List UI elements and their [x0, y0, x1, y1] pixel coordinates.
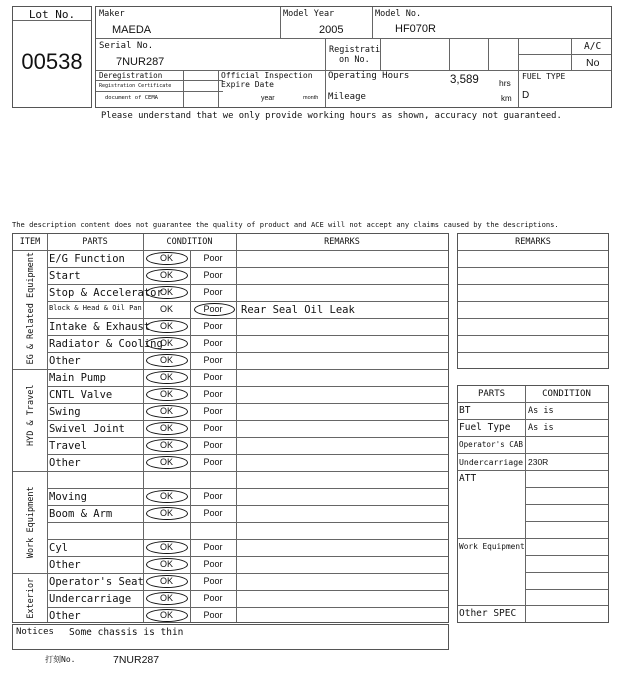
part-name: Travel	[49, 440, 87, 452]
table-row	[13, 335, 448, 352]
ok-selected-circle	[146, 252, 188, 265]
notices-text: Some chassis is thin	[69, 627, 184, 638]
ok-selected-circle	[146, 269, 188, 282]
poor-option[interactable]: Poor	[203, 576, 223, 586]
poor-option[interactable]: Poor	[203, 287, 223, 297]
ok-selected-circle	[146, 337, 188, 350]
ok-option[interactable]: OK	[159, 610, 173, 620]
ok-option[interactable]: OK	[159, 253, 173, 263]
table-row	[13, 267, 448, 284]
table-row	[13, 369, 448, 386]
poor-option[interactable]: Poor	[203, 270, 223, 280]
poor-option[interactable]: Poor	[203, 338, 223, 348]
header-remarks: REMARKS	[324, 237, 360, 247]
table-row	[13, 250, 448, 267]
table-row	[13, 471, 448, 488]
part-name: Swing	[49, 406, 81, 418]
table-row	[13, 556, 448, 573]
ok-option[interactable]: OK	[159, 270, 173, 280]
ac-label: A/C	[584, 41, 602, 52]
lot-box	[12, 6, 92, 108]
ok-selected-circle	[146, 388, 188, 401]
part-name: Start	[49, 270, 81, 282]
vehicle-info-box	[95, 6, 612, 108]
ok-selected-circle	[146, 286, 188, 299]
disclaimer: The description content does not guarantee the quality of product and ACE will not accept any claims caused by the descriptions.	[12, 220, 559, 229]
operating-hours-value: 3,589	[450, 74, 479, 86]
part-name: Intake & Exhaust	[49, 321, 151, 333]
ok-selected-circle	[146, 439, 188, 452]
part-name: E/G Function	[49, 253, 125, 265]
ok-option[interactable]: OK	[159, 508, 173, 518]
table-row	[13, 437, 448, 454]
poor-option[interactable]: Poor	[203, 372, 223, 382]
km-unit: km	[501, 94, 512, 103]
ok-option[interactable]: OK	[159, 576, 173, 586]
table-row	[13, 539, 448, 556]
ok-selected-circle	[146, 507, 188, 520]
fuel-type-value: D	[522, 90, 530, 101]
part-name: Stop & Accelerator	[49, 287, 163, 299]
model-no-label: Model No.	[375, 9, 422, 19]
table-row	[13, 573, 448, 590]
poor-option[interactable]: Poor	[203, 321, 223, 331]
ok-option[interactable]: OK	[159, 355, 173, 365]
parts-header: PARTS	[477, 389, 506, 399]
notices-label: Notices	[16, 627, 54, 637]
notices-box	[12, 624, 449, 650]
table-row	[13, 284, 448, 301]
att-label: ATT	[459, 473, 477, 484]
condition-row-fuel-type: As is	[528, 423, 554, 433]
table-row	[13, 386, 448, 403]
ok-selected-circle	[146, 456, 188, 469]
poor-option[interactable]: Poor	[203, 457, 223, 467]
header-item: ITEM	[19, 237, 41, 247]
serial-label: Serial No.	[99, 41, 154, 51]
group-label-exterior: Exterior	[25, 577, 36, 619]
poor-option[interactable]: Poor	[203, 491, 223, 501]
parts-row-undercarriage: Undercarriage	[459, 457, 524, 467]
poor-option[interactable]: Poor	[203, 440, 223, 450]
stamp-value: 7NUR287	[113, 654, 160, 666]
remark: Rear Seal Oil Leak	[241, 304, 355, 316]
part-name: Main Pump	[49, 372, 106, 384]
part-name: CNTL Valve	[49, 389, 113, 401]
poor-selected-circle	[194, 303, 235, 316]
table-row	[13, 301, 448, 318]
header-parts: PARTS	[82, 237, 108, 247]
right-remarks-table	[457, 233, 609, 369]
condition-table	[12, 233, 449, 623]
cema-document-label: document of CEMA	[105, 95, 158, 101]
table-row	[13, 607, 448, 624]
parts-row-bt: BT	[459, 405, 471, 416]
ac-value: No	[586, 57, 600, 69]
ok-option[interactable]: OK	[159, 287, 173, 297]
model-year-value: 2005	[319, 24, 344, 36]
ok-selected-circle	[146, 320, 188, 333]
part-name: Other	[49, 559, 81, 571]
month-label: month	[303, 95, 319, 101]
group-label-hyd: HYD & Travel	[25, 384, 36, 446]
poor-option[interactable]: Poor	[203, 542, 223, 552]
ok-selected-circle	[146, 541, 188, 554]
table-row	[13, 522, 448, 539]
table-row	[13, 454, 448, 471]
poor-option[interactable]: Poor	[203, 610, 223, 620]
mileage-label: Mileage	[328, 92, 366, 102]
fuel-type-label: FUEL TYPE	[522, 72, 566, 81]
poor-option[interactable]: Poor	[203, 423, 223, 433]
ok-option[interactable]: OK	[159, 542, 173, 552]
model-year-label: Model Year	[283, 9, 335, 19]
ok-option[interactable]: OK	[159, 559, 173, 569]
header-condition: CONDITION	[166, 237, 213, 247]
deregistration-label: Deregistration	[99, 71, 163, 80]
ok-option[interactable]: OK	[159, 593, 173, 603]
ok-selected-circle	[146, 422, 188, 435]
ok-selected-circle	[146, 490, 188, 503]
poor-option[interactable]: Poor	[203, 508, 223, 518]
part-name: Operator's Seat	[49, 576, 144, 588]
work-equipment-label: Work Equipment	[459, 542, 525, 551]
ok-selected-circle	[146, 592, 188, 605]
serial-value: 7NUR287	[116, 56, 165, 68]
ok-option[interactable]: OK	[159, 440, 173, 450]
lot-label: Lot No.	[28, 8, 76, 21]
ok-option[interactable]: OK	[159, 406, 173, 416]
poor-option[interactable]: Poor	[203, 253, 223, 263]
operating-hours-label: Operating Hours	[328, 71, 410, 81]
ok-option[interactable]: OK	[159, 423, 173, 433]
right-remarks-header: REMARKS	[515, 237, 551, 247]
hours-notice: Please understand that we only provide working hours as shown, accuracy not guaranteed.	[101, 111, 562, 121]
lot-number: 00538	[21, 49, 83, 74]
model-no-value: HF070R	[395, 23, 436, 35]
table-row	[13, 590, 448, 607]
ok-selected-circle	[146, 558, 188, 571]
parts-condition-table	[457, 385, 609, 623]
ok-selected-circle	[146, 575, 188, 588]
poor-option[interactable]: Poor	[203, 593, 223, 603]
table-row	[13, 505, 448, 522]
maker-value: MAEDA	[112, 24, 152, 36]
ok-option[interactable]: OK	[159, 304, 173, 314]
ok-option[interactable]: OK	[159, 389, 173, 399]
condition-header: CONDITION	[542, 389, 591, 399]
condition-row-bt: As is	[528, 406, 554, 416]
ok-option[interactable]: OK	[159, 321, 173, 331]
other-spec-label: Other SPEC	[459, 608, 517, 619]
part-name: Block & Head & Oil Pan	[49, 304, 142, 312]
registration-certificate-label: Registration Certificate	[99, 83, 172, 89]
hrs-unit: hrs	[499, 78, 511, 88]
ok-selected-circle	[146, 354, 188, 367]
part-name: Undercarriage	[49, 593, 132, 605]
ok-option[interactable]: OK	[159, 338, 173, 348]
ok-selected-circle	[146, 609, 188, 622]
ok-option[interactable]: OK	[159, 457, 173, 467]
ok-selected-circle	[146, 371, 188, 384]
registration-label-2: on No.	[339, 55, 370, 65]
stamp-label: 打刻No.	[45, 655, 76, 664]
ok-option[interactable]: OK	[159, 491, 173, 501]
registration-label-1: Registrati	[329, 45, 381, 55]
poor-option[interactable]: Poor	[203, 406, 223, 416]
part-name: Other	[49, 610, 81, 622]
poor-option[interactable]: Poor	[203, 304, 223, 314]
ok-option[interactable]: OK	[159, 372, 173, 382]
inspection-label-1: Official Inspection	[221, 71, 313, 80]
maker-label: Maker	[99, 9, 125, 19]
table-row	[13, 318, 448, 335]
poor-option[interactable]: Poor	[203, 355, 223, 365]
group-label-eg: EG & Related Equipment	[25, 251, 36, 365]
year-label: year	[261, 95, 275, 102]
group-label-work: Work Equipment	[25, 486, 36, 559]
ok-selected-circle	[146, 405, 188, 418]
parts-row-fuel-type: Fuel Type	[459, 422, 511, 433]
table-row	[13, 352, 448, 369]
table-row	[13, 403, 448, 420]
part-name: Swivel Joint	[49, 423, 125, 435]
part-name: Other	[49, 457, 81, 469]
table-row	[13, 420, 448, 437]
part-name: Other	[49, 355, 81, 367]
inspection-label-2: Expire Date	[221, 80, 274, 89]
part-name: Cyl	[49, 542, 68, 554]
poor-option[interactable]: Poor	[203, 389, 223, 399]
part-name: Moving	[49, 491, 87, 503]
condition-row-undercarriage: 230R	[528, 457, 549, 467]
part-name: Boom & Arm	[49, 508, 113, 520]
poor-option[interactable]: Poor	[203, 559, 223, 569]
parts-row-operator-cab: Operator's CAB	[459, 440, 524, 449]
part-name: Radiator & Cooling	[49, 338, 163, 350]
table-row	[13, 488, 448, 505]
